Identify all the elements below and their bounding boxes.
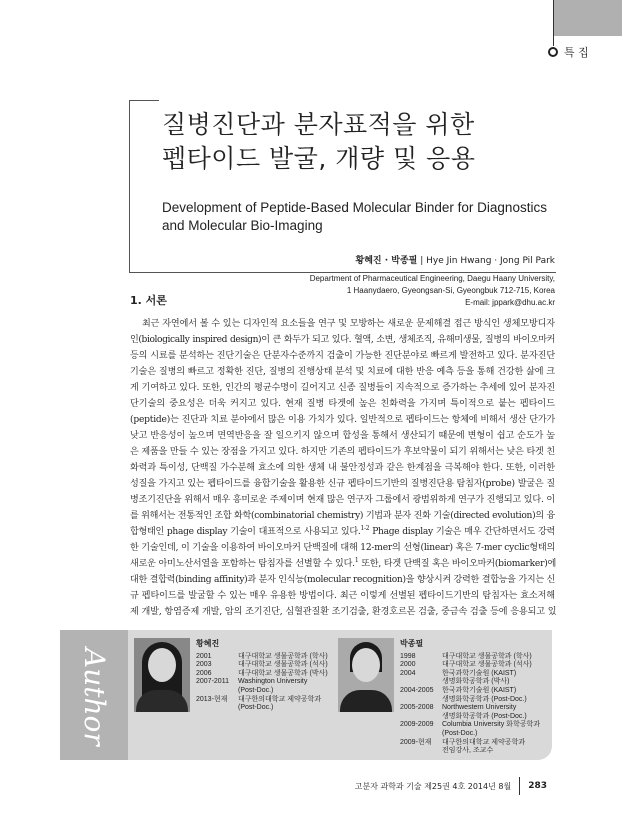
bio-desc: 대구한의대학교 제약공학과 — [442, 738, 526, 746]
subtitle-line: Development of Peptide-Based Molecular Binder for Diagnostics — [162, 200, 547, 215]
body-line — [130, 540, 555, 556]
bio-entry — [196, 704, 328, 713]
title-korean — [162, 108, 475, 176]
bio-year — [400, 747, 442, 756]
text-segment: 최근 자연에서 볼 수 있는 디자인적 요소들을 연구 및 모방하는 새로운 문제해결 접근 방식인 생체모방디자 — [142, 319, 555, 329]
body-line — [130, 412, 555, 428]
journal-info: 고분자 과학과 기술 제25권 4호 2014년 8월 — [354, 781, 512, 791]
bio-year — [400, 678, 442, 687]
bio-desc: 대구대학교 생물공학과 (석사) — [238, 661, 328, 669]
body-line — [130, 604, 555, 620]
text-segment: 단기술의 중요성은 더욱 커지고 있다. 현재 질병 타겟에 높은 친화력을 가지며 특이적으로 붙는 펩타이드 — [130, 399, 555, 409]
bio-year: 2001 — [196, 652, 212, 660]
citation: 1-2 — [360, 524, 370, 532]
bio-desc: 전임강사, 조교수 — [442, 747, 494, 755]
bio-desc: (Post-Doc.) — [238, 686, 274, 694]
bio-entry — [400, 730, 540, 739]
body-line — [130, 444, 555, 460]
bio-entry — [400, 704, 540, 713]
text-segment: 대한 결합력(binding affinity)과 분자 인식능(molecular recognition)을 향상시켜 강력한 결합능을 가지는 신 — [130, 575, 555, 585]
section-label: 특 집 — [564, 46, 589, 59]
corner-tab — [554, 0, 622, 36]
text-segment: Phage display 기술은 매우 간단하면서도 강력 — [369, 527, 556, 537]
body-line — [130, 332, 555, 348]
text-segment: 제 개발, 항염증제 개발, 암의 조기진단, 심혈관질환 조기검출, 환경호르몬 검출, 중금속 검출 등에 응용되고 있 — [130, 607, 557, 617]
title-line: 질병진단과 분자표적을 위한 — [162, 110, 475, 139]
text-segment: 합형태인 phage display 기술이 대표적으로 사용되고 있다. — [130, 527, 361, 537]
text-segment: 화력과 특이성, 단백질 가수분해 효소에 의한 생체 내 불안정성과 같은 한계점을 극복해야 한다. 또한, 이러한 — [130, 463, 555, 473]
bio-desc: 대구대학교 생물공학과 (석사) — [442, 661, 532, 669]
bio-entry — [400, 678, 540, 687]
bio-desc: 대구대학교 생물공학과 (학사) — [442, 652, 532, 660]
bio-desc: 한국과학기술원 (KAIST) — [442, 686, 517, 694]
bio-year: 1998 — [400, 652, 416, 660]
title-line: 펩타이드 발굴, 개량 및 응용 — [162, 144, 476, 173]
bio-entry — [400, 739, 540, 748]
text-segment: 기술은 질병의 빠르고 정확한 진단, 질병의 진행상태 분석 및 치료에 대한 반응 예측 등을 통해 건강한 삶에 크 — [130, 367, 555, 377]
text-segment: 규 펩타이드를 발굴할 수 있는 매우 유용한 방법이다. 최근 이렇게 선별된 펩타이드기반의 탐침자는 효소저해 — [130, 591, 555, 601]
author-box — [60, 630, 552, 760]
bio-entry — [196, 661, 328, 670]
bio-desc: 대구한의대학교 제약공학과 — [238, 695, 322, 703]
bio-entry — [196, 653, 328, 662]
bio-year — [196, 704, 238, 713]
body-line — [130, 508, 555, 524]
bio-entry — [196, 687, 328, 696]
bio-entry — [196, 678, 328, 687]
footer-divider — [519, 777, 520, 795]
page-footer — [355, 777, 547, 795]
bio-year: 2013-현재 — [196, 695, 228, 703]
body-line — [130, 364, 555, 380]
text-segment: 낮고 반응성이 높으며 면역반응을 잘 일으키지 않으며 합성을 통해서 생산되기 때문에 변형이 쉽고 순도가 높 — [130, 431, 555, 441]
bio-year: 2005-2008 — [400, 704, 434, 712]
text-segment: 성질을 가지고 있는 펩타이드를 융합기술을 활용한 신규 펩타이드기반의 질병진단용 탐침자(probe) 발굴은 질 — [130, 479, 555, 489]
bio-year: 2000 — [400, 661, 416, 669]
body-line — [130, 556, 555, 572]
body-text — [130, 316, 555, 620]
bio-desc: Columbia University 화학공학과 — [442, 721, 540, 729]
bio-year — [196, 687, 238, 696]
bio-entry — [400, 696, 540, 705]
author-name: 황혜진 — [196, 639, 220, 648]
bio-entry — [196, 696, 328, 705]
text-segment: 한 기술인데, 이 기술을 이용하여 바이오마커 단백질에 대해 12-mer의 선형(linear) 혹은 7-mer cyclic형태의 — [130, 543, 556, 553]
bullet-icon — [548, 47, 558, 57]
text-segment: 를 위해서는 전통적인 조합 화학(combinatorial chemistry) 기법과 분자 진화 기술(directed evolution)의 융 — [130, 511, 555, 521]
bio-desc: (Post-Doc.) — [442, 729, 478, 737]
body-line — [130, 492, 555, 508]
section-heading: 1. 서론 — [130, 294, 167, 307]
title-english — [162, 199, 547, 235]
page-number: 283 — [528, 781, 547, 791]
separator: | — [420, 256, 427, 266]
bio-desc: 생명화학공학과 (박사) — [442, 678, 510, 686]
bio-year: 2006 — [196, 669, 212, 677]
bio-desc: 대구대학교 생물공학과 (박사) — [238, 669, 328, 677]
bio-entry — [400, 721, 540, 730]
body-line — [130, 380, 555, 396]
body-line — [130, 316, 555, 332]
body-line — [130, 524, 555, 540]
text-segment: 병조기진단을 위해서 매우 흥미로운 주제이며 현재 많은 연구자 그룹에서 광범위하게 연구가 진행되고 있다. 이 — [130, 495, 555, 505]
bio-year: 2009-2009 — [400, 721, 434, 729]
bio-year — [400, 696, 442, 705]
body-line — [130, 572, 555, 588]
author-name: 박종필 — [400, 639, 424, 648]
authors-korean: 황혜진 · 박종필 — [355, 256, 418, 266]
bio-entry — [196, 670, 328, 679]
author-label: Author — [78, 648, 111, 746]
affiliation — [310, 273, 555, 309]
bio-year: 2003 — [196, 661, 212, 669]
citation: 1 — [354, 556, 359, 564]
text-segment: 인(biologically inspired design)이 큰 화두가 되고 있다. 혈액, 소변, 생체조직, 유해미생물, 질병의 바이오마커 — [130, 335, 555, 345]
author-photo — [338, 638, 394, 712]
bio-desc: 한국과학기술원 (KAIST) — [442, 669, 517, 677]
body-line — [130, 396, 555, 412]
bio-desc: (Post-Doc.) — [238, 704, 274, 712]
bio-desc: 대구대학교 생물공학과 (학사) — [238, 652, 328, 660]
bio-desc: Northwestern University — [442, 704, 517, 712]
author-bio — [196, 640, 328, 713]
author-band — [60, 630, 128, 760]
bio-desc: 생명화학공학과 (Post-Doc.) — [442, 712, 527, 720]
affiliation-line: 1 Haanydaero, Gyeongsan-Si, Gyeongbuk 712-715, Korea — [346, 286, 555, 295]
bio-year: 2004 — [400, 669, 416, 677]
authors — [356, 253, 555, 266]
text-segment: (peptide)는 진단과 치료 분야에서 많은 이용 가치가 있다. 일반적으로 펩타이드는 항체에 비해서 생산 단가가 — [130, 415, 555, 425]
body-line — [130, 348, 555, 364]
section-tag — [548, 44, 589, 60]
bio-entry — [400, 661, 540, 670]
text-segment: 등의 시료를 분석하는 진단기술은 단분자수준까지 검출이 가능한 진단분야로 빠르게 발전하고 있다. 분자진단 — [130, 351, 555, 361]
text-segment: 은 제품을 만들 수 있는 장점을 가지고 있다. 하지만 기존의 펩타이드가 후보약물이 되기 위해서는 낮은 타겟 친 — [130, 447, 555, 457]
bio-year: 2007-2011 — [196, 678, 229, 686]
bio-desc: 생명화학공학과 (Post-Doc.) — [442, 695, 527, 703]
body-line — [130, 428, 555, 444]
affiliation-line: Department of Pharmaceutical Engineering, Daegu Haany University, — [309, 274, 555, 283]
bio-year — [400, 730, 442, 739]
author-bio — [400, 640, 540, 756]
text-segment: 새로운 아미노산서열을 포함하는 탐침자를 선별할 수 있다. — [130, 559, 355, 569]
bio-entry — [400, 687, 540, 696]
bio-desc: Washington University — [238, 678, 308, 686]
authors-english: Hye Jin Hwang · Jong Pil Park — [426, 256, 555, 266]
author-photo — [134, 638, 190, 712]
email: E-mail: jppark@dhu.ac.kr — [465, 298, 555, 307]
bio-year: 2004-2005 — [400, 686, 434, 694]
text-segment: 또한, 타겟 단백질 혹은 바이오마커(biomarker)에 — [358, 559, 557, 569]
bio-year: 2009-현재 — [400, 738, 432, 746]
bio-entry — [400, 747, 540, 756]
body-line — [130, 588, 555, 604]
text-segment: 게 기여하고 있다. 또한, 인간의 평균수명이 길어지고 신종 질병들이 지속적으로 증가하는 추세에 있어 분자진 — [130, 383, 555, 393]
body-line — [130, 476, 555, 492]
subtitle-line: and Molecular Bio-Imaging — [162, 218, 323, 233]
body-line — [130, 460, 555, 476]
bio-year — [400, 713, 442, 722]
bio-entry — [400, 653, 540, 662]
corner-line — [553, 0, 554, 46]
